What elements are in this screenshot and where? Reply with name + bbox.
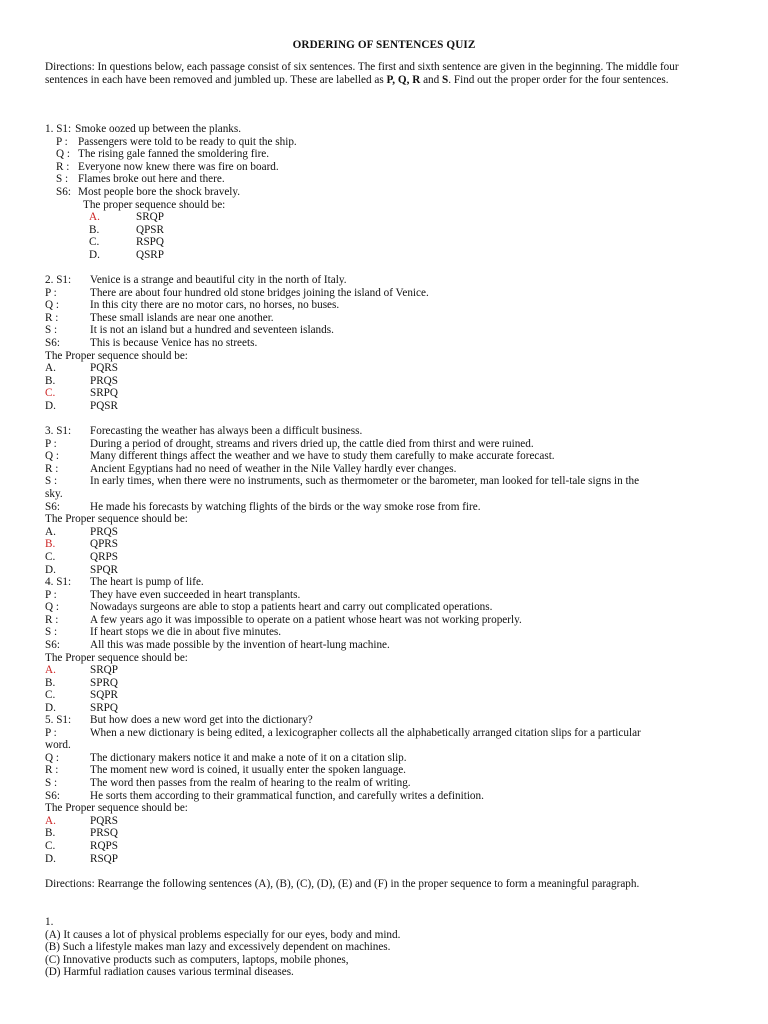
- sentence-label: P :: [45, 588, 57, 601]
- answer-option[interactable]: [45, 827, 723, 840]
- sentence-row: [45, 752, 723, 765]
- sentence-label: S :: [56, 173, 69, 186]
- sentence-row: [45, 287, 723, 300]
- directions-2: [45, 878, 723, 891]
- sentence-label: 4. S1:: [45, 576, 72, 588]
- option-letter: B.: [89, 223, 100, 236]
- sentence-row: [45, 136, 723, 149]
- option-letter-correct: A.: [45, 664, 56, 677]
- answer-option[interactable]: [45, 677, 723, 690]
- option-letter-correct: B.: [45, 538, 56, 551]
- sequence-prompt: The Proper sequence should be:: [45, 651, 188, 664]
- option-value: RSQP: [90, 852, 118, 865]
- sentence-row: [45, 463, 723, 476]
- sentence-text: Passengers were told to be ready to quit the ship.: [78, 135, 297, 148]
- rearrange-sentence: (B) Such a lifestyle makes man lazy and excessively dependent on machines.: [45, 941, 391, 954]
- sentence-text: The word then passes from the realm of hearing to the realm of writing.: [90, 776, 411, 789]
- sentence-text: This is because Venice has no streets.: [90, 336, 258, 349]
- sentence-label: Q :: [45, 751, 59, 764]
- option-value: RSPQ: [136, 236, 164, 249]
- sentence-text: But how does a new word get into the dictionary?: [90, 714, 313, 726]
- sentence-text: In this city there are no motor cars, no horses, no buses.: [90, 299, 340, 312]
- option-value: PQRS: [90, 814, 118, 827]
- option-letter: C.: [45, 550, 56, 563]
- sequence-prompt: The Proper sequence should be:: [45, 349, 188, 362]
- sentence-text: The heart is pump of life.: [90, 576, 204, 588]
- option-letter: D.: [45, 399, 56, 412]
- answer-option[interactable]: [45, 815, 723, 828]
- directions-2-text: Directions: Rearrange the following sentences (A), (B), (C), (D), (E) and (F) in the proper sequence to form a meaningful paragraph.: [45, 878, 640, 890]
- sentence-text: When a new dictionary is being edited, a lexicographer collects all the alphabetically arranged citation slips for a particular: [90, 726, 641, 739]
- sentence-text: Smoke oozed up between the planks.: [75, 123, 242, 135]
- sentence-label: S :: [45, 475, 58, 488]
- sentence-row: [45, 764, 723, 777]
- sentence-row: [45, 714, 723, 727]
- sentence-row: [45, 777, 723, 790]
- sentence-label: R :: [45, 462, 59, 475]
- option-letter-correct: A.: [89, 211, 100, 224]
- answer-option[interactable]: [45, 400, 723, 413]
- option-value: QRPS: [90, 550, 118, 563]
- sentence-row: [45, 576, 723, 589]
- sentence-row: [45, 299, 723, 312]
- option-value: QPRS: [90, 538, 118, 551]
- option-letter: C.: [89, 236, 100, 249]
- sentence-row: [45, 727, 723, 740]
- directions-outro: . Find out the proper order for the four sentences.: [448, 73, 669, 86]
- sentence-label: 1. S1:: [45, 123, 72, 135]
- answer-option[interactable]: [45, 249, 723, 262]
- question-3: [45, 425, 723, 576]
- sentence-text: The dictionary makers notice it and make a note of it on a citation slip.: [90, 751, 407, 764]
- sentence-text: All this was made possible by the invention of heart-lung machine.: [90, 638, 390, 651]
- option-letter: D.: [89, 248, 100, 261]
- sentence-text: Flames broke out here and there.: [78, 173, 225, 186]
- option-value: RQPS: [90, 839, 118, 852]
- answer-option[interactable]: [45, 526, 723, 539]
- sentence-label: S :: [45, 626, 58, 639]
- option-letter: B.: [45, 827, 56, 840]
- answer-option[interactable]: [45, 840, 723, 853]
- option-value: SQPR: [90, 689, 118, 702]
- sentence-label: R :: [45, 613, 59, 626]
- option-value: SRQP: [136, 211, 164, 224]
- option-letter: A.: [45, 362, 56, 375]
- option-value: PRSQ: [90, 827, 118, 840]
- sequence-prompt: The Proper sequence should be:: [45, 802, 188, 815]
- sentence-text: He sorts them according to their grammatical function, and carefully writes a definition.: [90, 789, 484, 802]
- answer-option[interactable]: [45, 375, 723, 388]
- sequence-prompt: The proper sequence should be:: [83, 198, 226, 211]
- option-letter-correct: C.: [45, 387, 56, 400]
- sentence-text: The moment new word is coined, it usually enter the spoken language.: [90, 764, 406, 777]
- sentence-row: [45, 274, 723, 287]
- answer-option[interactable]: [45, 224, 723, 237]
- sentence-continuation: sky.: [45, 487, 63, 500]
- sentence-row: [45, 614, 723, 627]
- sentence-row: [45, 148, 723, 161]
- option-value: QSRP: [136, 248, 164, 261]
- sentence-row: [45, 601, 723, 614]
- sentence-label: P :: [56, 135, 68, 148]
- option-letter-correct: A.: [45, 814, 56, 827]
- sentence-row: [45, 450, 723, 463]
- sentence-label: S6:: [45, 638, 60, 651]
- option-letter: D.: [45, 852, 56, 865]
- sentence-text: It is not an island but a hundred and seventeen islands.: [90, 324, 334, 337]
- option-value: PQRS: [90, 362, 118, 375]
- sentence-row: [45, 425, 723, 438]
- sentence-row: [45, 790, 723, 803]
- sentence-label: Q :: [56, 148, 70, 161]
- sentence-continuation: word.: [45, 739, 71, 752]
- sentence-row: [45, 501, 723, 514]
- answer-option[interactable]: [45, 211, 723, 224]
- sentence-text: These small islands are near one another.: [90, 311, 274, 324]
- sentence-row: [45, 324, 723, 337]
- sentence-label: 5. S1:: [45, 714, 72, 726]
- sentence-label: 2. S1:: [45, 274, 72, 286]
- sentence-text: The rising gale fanned the smoldering fire.: [78, 148, 270, 161]
- answer-option[interactable]: [45, 689, 723, 702]
- sentence-row: [45, 186, 723, 199]
- sentence-label: S6:: [45, 500, 60, 513]
- option-value: SPQR: [90, 563, 118, 576]
- option-letter: D.: [45, 563, 56, 576]
- option-value: SRPQ: [90, 701, 118, 714]
- answer-option[interactable]: [45, 387, 723, 400]
- answer-option[interactable]: [45, 853, 723, 866]
- sentence-row: [45, 438, 723, 451]
- question-number: 1.: [45, 916, 54, 928]
- question-2: [45, 274, 723, 413]
- directions-label-s: S: [442, 73, 449, 86]
- answer-option[interactable]: [45, 702, 723, 715]
- sentence-text: Everyone now knew there was fire on board.: [78, 160, 279, 173]
- sentence-label: P :: [45, 726, 57, 739]
- option-value: PQSR: [90, 399, 118, 412]
- option-letter: A.: [45, 525, 56, 538]
- sentence-label: S :: [45, 324, 58, 337]
- sentence-row: [45, 312, 723, 325]
- sentence-text: They have even succeeded in heart transplants.: [90, 588, 301, 601]
- option-value: PRQS: [90, 374, 118, 387]
- sentence-text: Many different things affect the weather and we have to study them carefully to make accurate forecast.: [90, 450, 555, 463]
- sentence-row: [45, 123, 723, 136]
- sentence-label: R :: [56, 160, 70, 173]
- question-4: [45, 576, 723, 715]
- sentence-label: S6:: [45, 789, 60, 802]
- sentence-label: Q :: [45, 450, 59, 463]
- sentence-label: 3. S1:: [45, 425, 72, 437]
- option-letter: C.: [45, 839, 56, 852]
- rearrange-sentence: (D) Harmful radiation causes various terminal diseases.: [45, 966, 294, 979]
- option-value: SPRQ: [90, 676, 118, 689]
- answer-option[interactable]: [45, 538, 723, 551]
- sentence-label: Q :: [45, 299, 59, 312]
- sentence-text: Most people bore the shock bravely.: [78, 185, 241, 198]
- question-5: [45, 714, 723, 865]
- sentence-text: A few years ago it was impossible to operate on a patient whose heart was not working properly.: [90, 613, 522, 626]
- sentence-label: R :: [45, 311, 59, 324]
- sequence-prompt: The Proper sequence should be:: [45, 513, 188, 526]
- rearrange-sentence: (A) It causes a lot of physical problems especially for our eyes, body and mind.: [45, 928, 401, 941]
- sentence-text: If heart stops we die in about five minutes.: [90, 626, 282, 639]
- sentence-text: Nowadays surgeons are able to stop a patients heart and carry out complicated operations.: [90, 601, 493, 614]
- sentence-text: Venice is a strange and beautiful city in the north of Italy.: [90, 274, 347, 286]
- question-1: [45, 123, 723, 262]
- directions-block: [45, 61, 723, 86]
- page-title: ORDERING OF SENTENCES QUIZ: [292, 39, 476, 51]
- sentence-row: [45, 589, 723, 602]
- sentence-label: S :: [45, 776, 58, 789]
- answer-option[interactable]: [45, 664, 723, 677]
- sentence-label: S6:: [56, 185, 71, 198]
- sentence-row: [45, 626, 723, 639]
- answer-option[interactable]: [45, 362, 723, 375]
- sentence-text: During a period of drought, streams and rivers dried up, the cattle died from thirst and were ruined.: [90, 437, 534, 450]
- option-value: PRQS: [90, 525, 118, 538]
- sentence-row: [45, 161, 723, 174]
- answer-option[interactable]: [45, 236, 723, 249]
- option-letter: B.: [45, 374, 56, 387]
- sentence-text: There are about four hundred old stone bridges joining the island of Venice.: [90, 286, 429, 299]
- option-letter: C.: [45, 689, 56, 702]
- answer-option[interactable]: [45, 564, 723, 577]
- option-letter: B.: [45, 676, 56, 689]
- sentence-label: Q :: [45, 601, 59, 614]
- answer-option[interactable]: [45, 551, 723, 564]
- directions-labels-pqr: P, Q, R: [386, 73, 421, 86]
- sentence-text: Ancient Egyptians had no need of weather in the Nile Valley hardly ever changes.: [90, 462, 457, 475]
- rearrange-question-1: [45, 916, 723, 979]
- sentence-row: [45, 475, 723, 488]
- sentence-label: P :: [45, 437, 57, 450]
- sentence-label: P :: [45, 286, 57, 299]
- sentence-text: In early times, when there were no instruments, such as thermometer or the barometer, man looked for tell-tale signs in the: [90, 475, 640, 488]
- sentence-row: [45, 337, 723, 350]
- option-value: SRQP: [90, 664, 118, 677]
- sentence-label: S6:: [45, 336, 60, 349]
- sentence-label: R :: [45, 764, 59, 777]
- directions-and: and: [420, 73, 443, 86]
- sentence-row: [45, 173, 723, 186]
- option-value: SRPQ: [90, 387, 118, 400]
- sentence-text: Forecasting the weather has always been a difficult business.: [90, 425, 363, 437]
- rearrange-sentence: (C) Innovative products such as computers, laptops, mobile phones,: [45, 953, 349, 966]
- option-letter: D.: [45, 701, 56, 714]
- option-value: QPSR: [136, 223, 164, 236]
- directions-intro: Directions: In questions below, each passage consist of six sentences. The first and sixth sentence are given in the beginning. The middle four sentences in each have been removed and jumbled up. These are labelled as: [45, 61, 679, 86]
- sentence-text: He made his forecasts by watching flights of the birds or the way smoke rose from fire.: [90, 500, 481, 513]
- sentence-row: [45, 639, 723, 652]
- directions-text: [45, 61, 723, 86]
